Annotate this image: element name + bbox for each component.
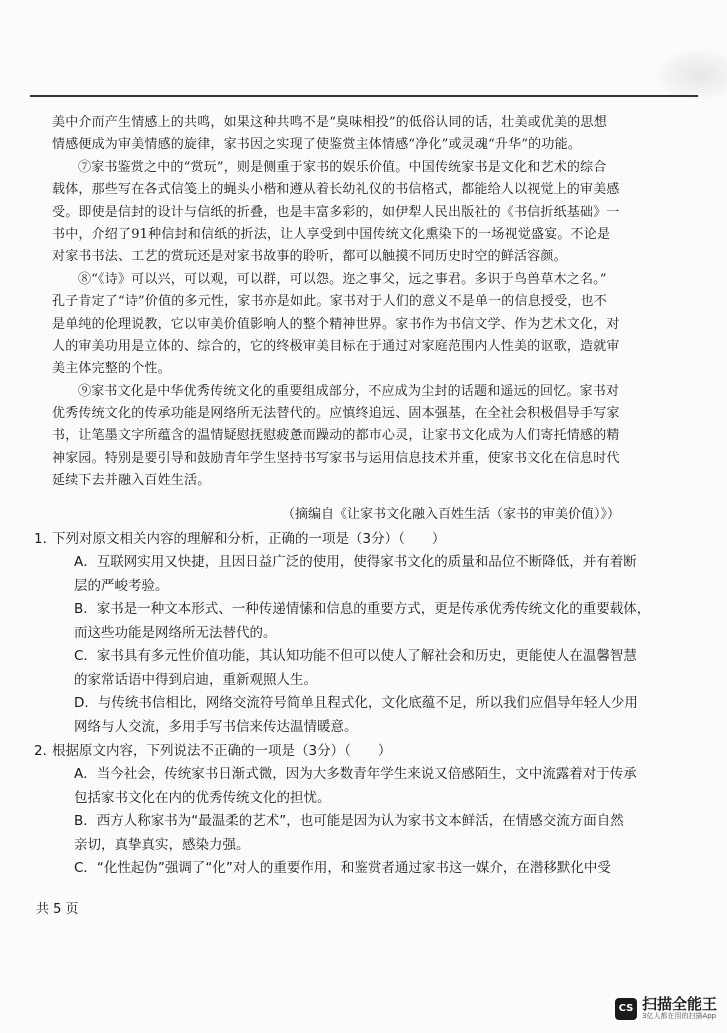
answer-option-line: D．与传统书信相比，网络交流符号简单且程式化，文化底蕴不足，所以我们应倡导年轻人少用 [74, 695, 638, 711]
answer-option-line: C．家书具有多元性价值功能，其认知功能不但可以使人了解社会和历史，更能使人在温馨智慧 [74, 648, 637, 664]
scanner-logo-icon: CS [615, 998, 637, 1020]
header-rule [30, 95, 698, 97]
answer-option-line: B．西方人称家书为“最温柔的艺术”，也可能是因为认为家书文本鲜活，在情感交流方面自然 [74, 813, 624, 829]
passage-line: ⑧“《诗》可以兴，可以观，可以群，可以怨。迩之事父，远之事君。多识于鸟兽草木之名。” [78, 271, 607, 287]
answer-option-line: 的家常话语中得到启迪，重新观照人生。 [74, 671, 317, 688]
answer-option-line: A．互联网实用又快捷，且因日益广泛的使用，使得家书文化的质量和品位不断降低，并有着断 [74, 554, 637, 570]
answer-option-line: A．当今社会，传统家书日渐式微，因为大多数青年学生来说又倍感陌生，文中流露着对于传承 [74, 766, 637, 782]
page-corner-smudge [657, 50, 727, 100]
question-stem [34, 527, 672, 551]
passage-line: 对家书书法、工艺的赏玩还是对家书故事的聆听，都可以触摸不同历史时空的鲜活容颜。 [52, 249, 567, 265]
question-list [34, 527, 672, 881]
passage-line: 书中，介绍了91种信封和信纸的折法，让人享受到中国传统文化熏染下的一场视觉盛宴。不论是 [52, 226, 611, 242]
passage-line: ⑨家书文化是中华优秀传统文化的重要组成部分，不应成为尘封的话题和遥远的回忆。家书对 [78, 383, 620, 399]
passage-line: 是单纯的伦理说教，它以审美价值影响人的整个精神世界。家书作为书信文学、作为艺术文化，对 [52, 316, 620, 332]
answer-option-line: 包括家书文化在内的优秀传统文化的担忧。 [74, 789, 331, 806]
reading-passage [52, 112, 664, 493]
passage-line: 延续下去并融入百姓生活。 [52, 473, 211, 489]
passage-line: 美中介而产生情感上的共鸣，如果这种共鸣不是“臭味相投”的低俗认同的话，壮美或优美的思想 [52, 115, 607, 130]
question-text: 下列对原文相关内容的理解和分析，正确的一项是（3分）（ ） [52, 531, 446, 547]
question-number: 2. [34, 743, 47, 759]
passage-line: 人的审美功用是立体的、综合的，它的终极审美目标在于通过对家庭范围内人性美的讴歌，造就审 [52, 338, 620, 354]
passage-line: 美主体完整的个性。 [52, 361, 171, 377]
question-text: 根据原文内容，下列说法不正确的一项是（3分）（ ） [52, 743, 392, 759]
question-stem [34, 739, 672, 763]
answer-option-line: C．“化性起伪”强调了“化”对人的重要作用，和鉴赏者通过家书这一媒介，在潜移默化中受 [74, 860, 611, 876]
scanner-app-tagline: 3亿人都在用的扫描App [641, 1012, 717, 1020]
answer-option-line: B．家书是一种文本形式、一种传递情愫和信息的重要方式，更是传承优秀传统文化的重要载体， [74, 601, 651, 617]
passage-line: 神家园。特别是要引导和鼓励青年学生坚持书写家书与运用信息技术并重，使家书文化在信息时代 [52, 450, 620, 466]
answer-option-line: 亲切，真挚真实，感染力强。 [74, 836, 250, 853]
passage-line: 优秀传统文化的传承功能是网络所无法替代的。应慎终追远、固本强基，在全社会积极倡导手写家 [52, 406, 620, 422]
answer-option-line: 网络与人交流，多用手写书信来传达温情暖意。 [74, 718, 358, 735]
scanner-watermark [615, 996, 717, 1021]
answer-option-line: 而这些功能是网络所无法替代的。 [74, 624, 277, 641]
answer-option-line: 层的严峻考验。 [74, 577, 169, 594]
page-count-footer: 共 5 页 [36, 902, 79, 917]
passage-line: 受。即使是信封的设计与信纸的折叠，也是丰富多彩的，如伊犁人民出版社的《书信折纸基础》一 [52, 204, 620, 220]
passage-line: 孔子肯定了“诗”价值的多元性，家书亦是如此。家书对于人们的意义不是单一的信息授受，也不 [52, 294, 607, 310]
passage-source: （摘编自《让家书文化融入百姓生活（家书的审美价值）》） [282, 507, 621, 522]
passage-line: 书，让笔墨文字所蕴含的温情疑慰抚慰疲惫而躁动的都市心灵，让家书文化成为人们寄托情感的精 [52, 428, 620, 444]
passage-line: 情感便成为审美情感的旋律，家书因之实现了使鉴赏主体情感“净化”或灵魂“升华”的功能。 [52, 137, 581, 153]
scanner-app-name: 扫描全能王 [641, 995, 717, 1013]
question-number: 1. [34, 531, 47, 547]
passage-line: 载体，那些写在各式信笺上的蝇头小楷和遵从着长幼礼仪的书信格式，都能给人以视觉上的审美感 [52, 182, 620, 198]
passage-line: ⑦家书鉴赏之中的“赏玩”，则是侧重于家书的娱乐价值。中国传统家书是文化和艺术的综合 [78, 159, 607, 175]
